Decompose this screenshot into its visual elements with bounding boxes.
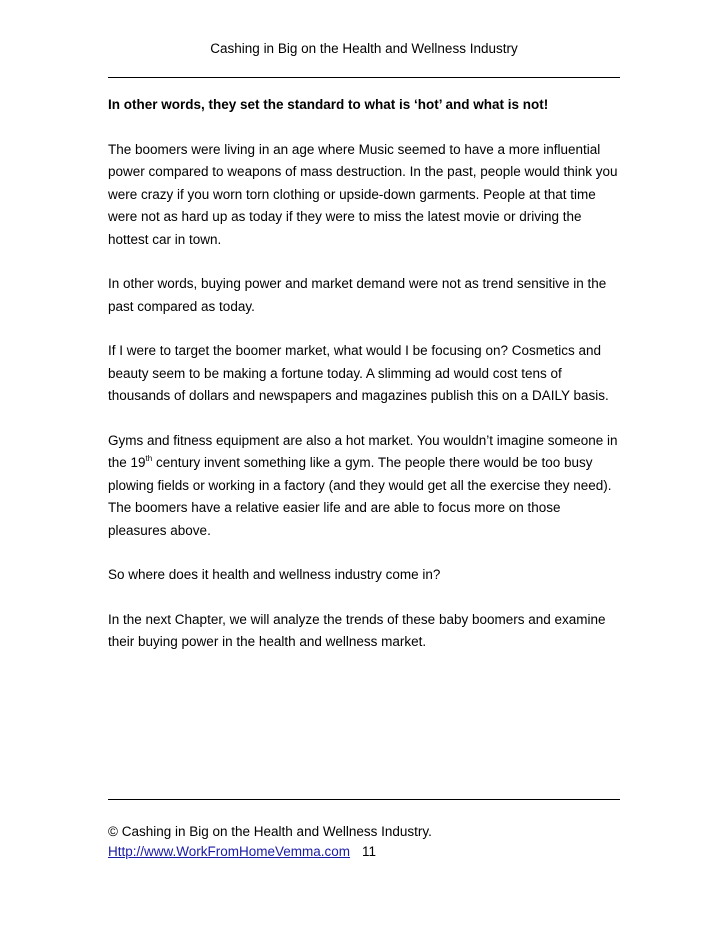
website-link[interactable]: Http://www.WorkFromHomeVemma.com [108, 844, 351, 859]
header-divider [108, 77, 620, 78]
page-number: 11 [362, 844, 377, 859]
footer-copyright: © Cashing in Big on the Health and Wellness Industry. [108, 824, 432, 839]
running-header-title: Cashing in Big on the Health and Wellness Industry [210, 41, 518, 56]
paragraph-gyms-text-start: Gyms and fitness equipment are also a hot market. You wouldn’t imagine someone in the 19 [108, 432, 618, 470]
paragraph-gyms-text-end: century invent something like a gym. The people there would be too busy plowing fields or working in a factory (and they would get all the exercise they need). The boomers have a relative easier life and are able to focus more on those pleasures above. [108, 455, 612, 538]
page-footer [108, 822, 620, 862]
body-content [108, 94, 622, 676]
paragraph-boomers-music: The boomers were living in an age where Music seemed to have a more influential power compared to weapons of mass destruction. In the past, people would think you were crazy if you worn torn clothing or upside-down garments. People at that time were not as hard up as today if they were to miss the latest movie or driving the hottest car in town. [108, 141, 618, 247]
paragraph-health-question: So where does it health and wellness industry come in? [108, 567, 441, 582]
ordinal-superscript: th [145, 454, 153, 463]
footer-divider [108, 799, 620, 800]
paragraph-next-chapter: In the next Chapter, we will analyze the trends of these baby boomers and examine their buying power in the health and wellness market. [108, 611, 606, 649]
paragraph-buying-power: In other words, buying power and market demand were not as trend sensitive in the past compared as today. [108, 276, 607, 314]
section-heading: In other words, they set the standard to what is ‘hot’ and what is not! [108, 97, 549, 112]
footer-link-line [108, 842, 620, 862]
paragraph-gyms-fitness [108, 430, 622, 543]
paragraph-boomer-market: If I were to target the boomer market, what would I be focusing on? Cosmetics and beauty seem to be making a fortune today. A slimming ad would cost tens of thousands of dollars and newspapers and magazines publish this on a DAILY basis. [108, 343, 609, 403]
